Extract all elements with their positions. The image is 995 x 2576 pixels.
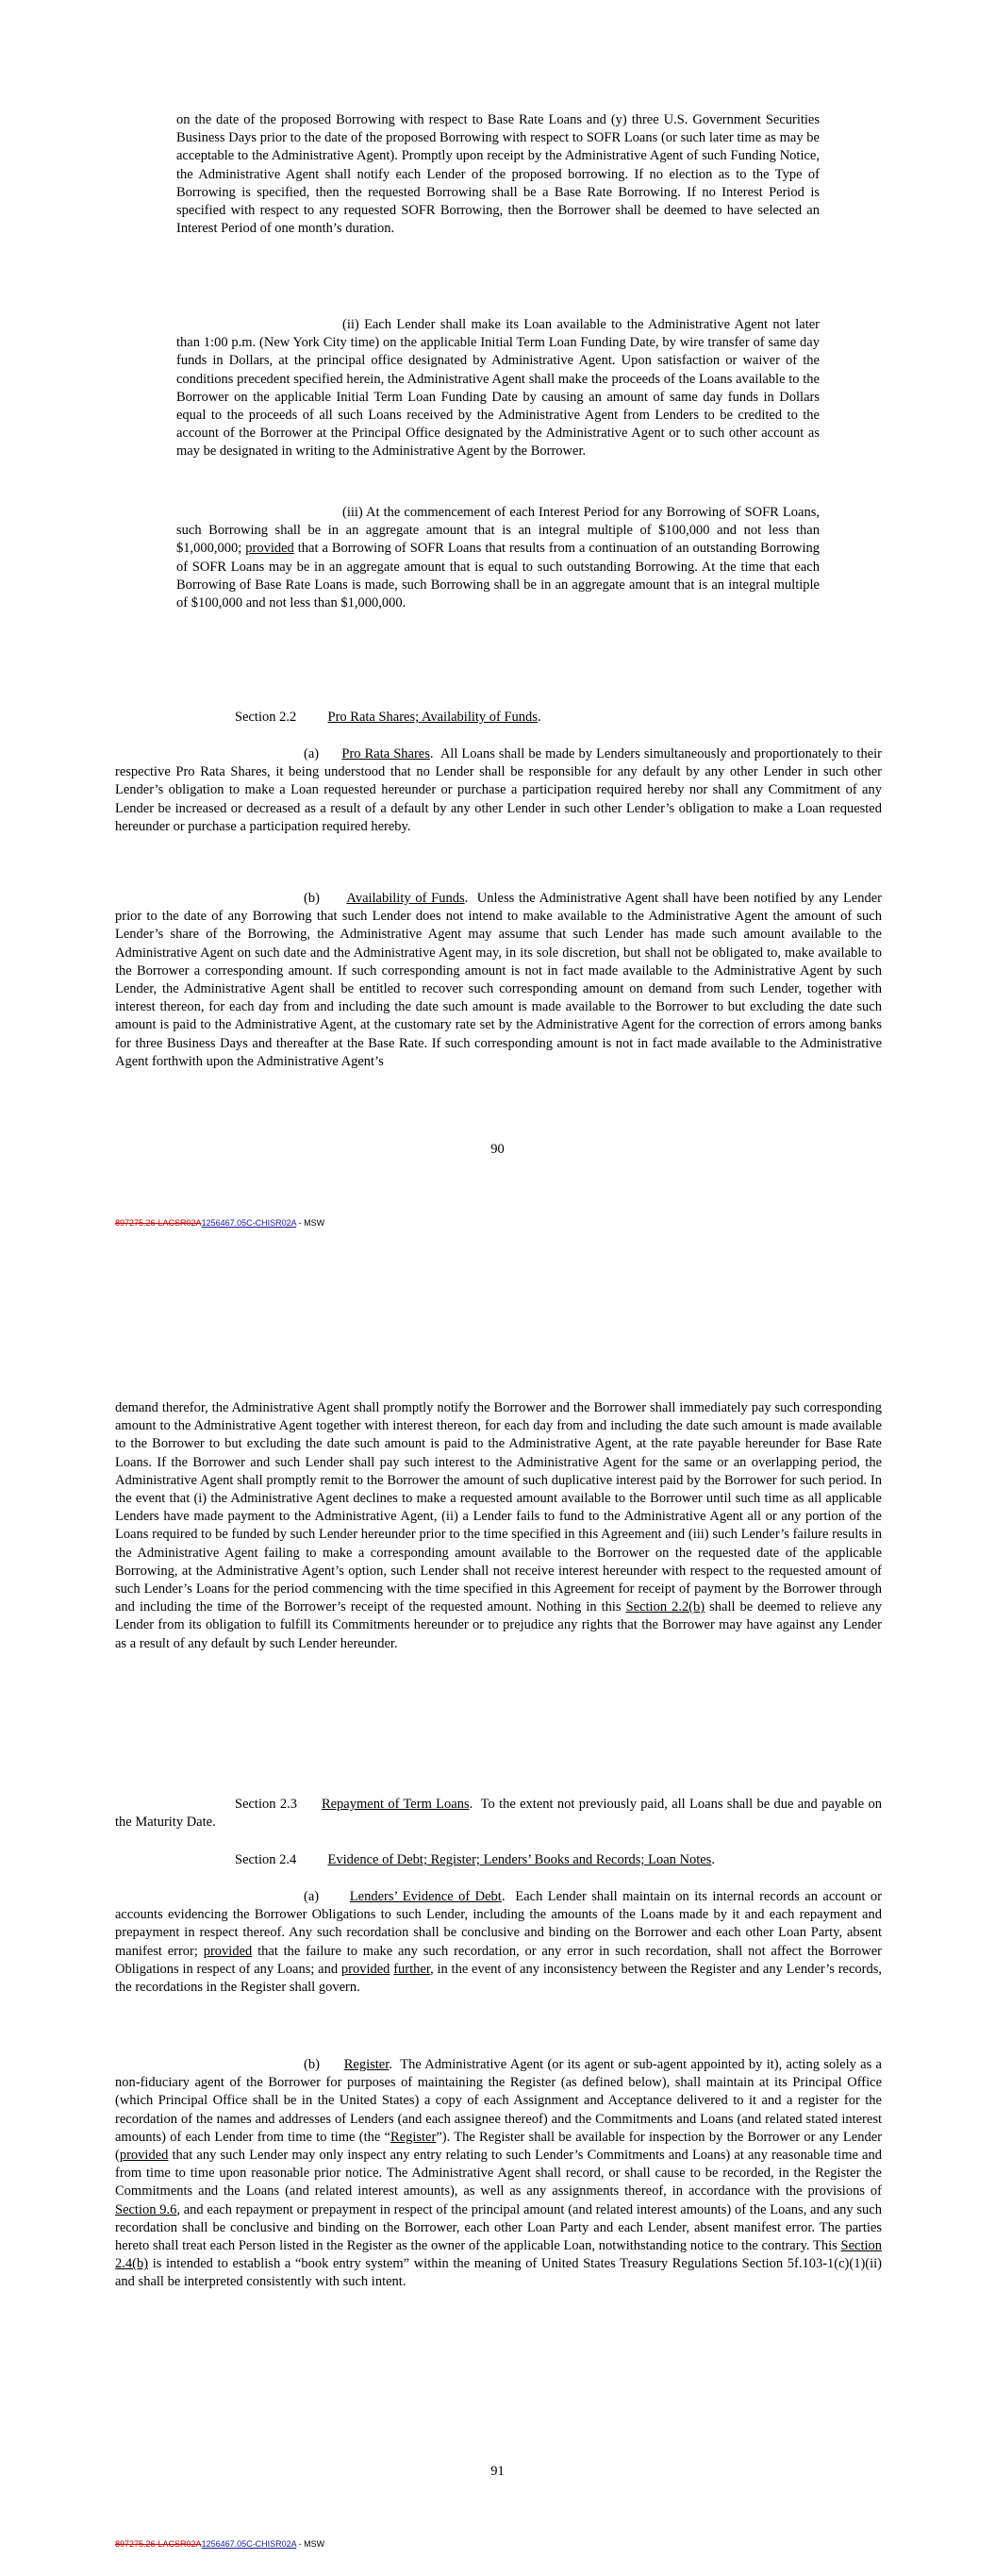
footer-doc-id — [115, 2539, 324, 2549]
text: To the extent not previously paid, all Loans shall be due and payable on the Maturity Date. — [115, 1797, 882, 1831]
text: (iii) At the commencement of each Interest Period for any Borrowing of SOFR Loans, such Borrowing shall be in an aggregate amount that is an integral multiple of $100,000 and not less than $1,000,000; — [176, 505, 820, 557]
clause-title: Register — [343, 2057, 390, 2072]
clause-title: Availability of Funds — [346, 891, 465, 906]
period: . — [711, 1852, 715, 1867]
clause-title: Pro Rata Shares — [341, 746, 430, 761]
page-number: 91 — [490, 2464, 505, 2479]
footer-suffix: - MSW — [296, 2539, 325, 2549]
footer-doc-id — [115, 1218, 324, 1228]
section-number: Section 2.2 — [235, 710, 297, 725]
footer-inserted-id: 1256467.05C-CHISR02A — [201, 1218, 297, 1228]
section-number: Section 2.3 — [235, 1797, 297, 1812]
text: that any such Lender may only inspect any entry relating to such Lender’s Commitments and Loans) at any reasonable time and from time to time upon reasonable prior notice. The Administrative Agent shall record, or shall cause to be recorded, in the Register the Commitments and the Loans (and related interest amounts), as well as any assignments thereof, in accordance with the provisions of — [115, 2148, 882, 2200]
text: shall be deemed to relieve any Lender from its obligation to fulfill its Commitments hereunder or to prejudice any rights that the Borrower may have against any Lender as a result of any default by such Lender hereunder. — [115, 1599, 883, 1651]
paragraph-2-4-b-register: (b) Register. The Administrative Agent (or its agent or sub-agent appointed by it), acting solely as a non-fiduciary agent of the Borrower for purposes of maintaining the Register (as defined below), shall maintain at its Principal Office (which Principal Office shall be in the United States) a copy of each Assignment and Acceptance delivered to it and a register for the recordation of the names and addresses of Lenders (and each assignee thereof) and the Commitments and Loans (and related stated interest amounts) of each Lender from time to time (the “Register”). The Register shall be available for inspection by the Borrower or any Lender (provided that any such Lender may only inspect any entry relating to such Lender’s Commitments and Loans) at any reasonable time and from time to time upon reasonable prior notice. The Administrative Agent shall record, or shall cause to be recorded, in the Register the Commitments and the Loans (and related interest amounts), as well as any assignments thereof, in accordance with the provisions of Section 9.6, and each repayment or prepayment in respect of the principal amount (and related interest amounts) of the Loans, and any such recordation shall be conclusive and binding on the Borrower, each other Loan Party and each Lender, absent manifest error. The parties hereto shall treat each Person listed in the Register as the owner of the applicable Loan, notwithstanding notice to the contrary. This Section 2.4(b) is intended to establish a “book entry system” within the meaning of United States Treasury Regulations Section 5f.103-1(c)(1)(ii) and shall be interpreted consistently with such intent. — [115, 2057, 883, 2290]
section-number: Section 2.4 — [235, 1852, 297, 1867]
clause-label: (b) — [304, 891, 320, 906]
section-heading-2-4 — [235, 1851, 715, 1869]
section-title: Pro Rata Shares; Availability of Funds — [327, 710, 538, 725]
footer-deleted-id: 897275.26-LACSR02A — [115, 1218, 202, 1228]
clause-label: (b) — [304, 2057, 320, 2072]
provided-term: provided — [245, 541, 294, 557]
text: The Administrative Agent (or its agent or sub-agent appointed by it), acting solely as a non-fiduciary agent of the Borrower for purposes of maintaining the Register (as defined below), shall maintain at its Principal Office (which Principal Office shall be in the United States) a copy of each Assignment and Acceptance delivered to it and a register for the recordation of the names and addresses of Lenders (and each assignee thereof) and the Commitments and Loans (and related stated interest amounts) of each Lender from time to time (the “ — [115, 2057, 882, 2145]
register-term: Register — [390, 2129, 437, 2145]
paragraph-iii-interest-period — [176, 504, 820, 612]
section-title: Repayment of Term Loans — [321, 1797, 470, 1812]
footer-inserted-id: 1256467.05C-CHISR02A — [201, 2539, 297, 2549]
text: Unless the Administrative Agent shall have been notified by any Lender prior to the date of any Borrowing that such Lender does not intend to make available to the Administrative Agent the amount of such Lender’s share of the Borrowing, the Administrative Agent may assume that such Lender has made such amount available to the Administrative Agent on such date and the Administrative Agent may, in its sole discretion, but shall not be obligated to, make available to the Borrower a corresponding amount. If such corresponding amount is not in fact made available to the Administrative Agent by such Lender, the Administrative Agent shall be entitled to recover such corresponding amount on demand from such Lender, together with interest thereon, for each day from and including the date such amount is made available to the Borrower to but excluding the date such amount is paid to the Administrative Agent, at the customary rate set by the Administrative Agent for the correction of errors among banks for three Business Days and thereafter at the Base Rate. If such corresponding amount is not in fact made available to the Administrative Agent forthwith upon the Administrative Agent’s — [115, 891, 883, 1069]
paragraph-2-2-a-pro-rata: (a) Pro Rata Shares. All Loans shall be made by Lenders simultaneously and proportionately to their respective Pro Rata Shares, it being understood that no Lender shall be responsible for any default by any other Lender in such other Lender’s obligation to make a Loan requested hereunder or purchase a participation required hereby nor shall any Commitment of any Lender be increased or decreased as a result of a default by any other Lender in such other Lender’s obligation to make a Loan requested hereunder or purchase a participation required hereby. — [115, 746, 883, 834]
clause-title: Lenders’ Evidence of Debt — [349, 1889, 502, 1904]
paragraph-2-2-b-availability: (b) Availability of Funds. Unless the Administrative Agent shall have been notified by any Lender prior to the date of any Borrowing that such Lender does not intend to make available to the Administrative Agent the amount of such Lender’s share of the Borrowing, the Administrative Agent may assume that such Lender has made such amount available to the Administrative Agent on such date and the Administrative Agent may, in its sole discretion, but shall not be obligated to, make available to the Borrower a corresponding amount. If such corresponding amount is not in fact made available to the Administrative Agent by such Lender, the Administrative Agent shall be entitled to recover such corresponding amount on demand from such Lender, together with interest thereon, for each day from and including the date such amount is made available to the Borrower to but excluding the date such amount is paid to the Administrative Agent, at the customary rate set by the Administrative Agent for the correction of errors among banks for three Business Days and thereafter at the Base Rate. If such corresponding amount is not in fact made available to the Administrative Agent forthwith upon the Administrative Agent’s — [115, 891, 883, 1069]
paragraph-ii-lender-funding: (ii) Each Lender shall make its Loan available to the Administrative Agent not later than 1:00 p.m. (New York City time) on the applicable Initial Term Loan Funding Date, by wire transfer of same day funds in Dollars, at the principal office designated by Administrative Agent. Upon satisfaction or waiver of the conditions precedent specified herein, the Administrative Agent shall make the proceeds of the Loans available to the Borrower on the applicable Initial Term Loan Funding Date by causing an amount of same day funds in Dollars equal to the proceeds of all such Loans received by the Administrative Agent from Lenders to be credited to the account of the Borrower at the Principal Office designated by the Administrative Agent or to such other account as may be designated in writing to the Administrative Agent by the Borrower. — [176, 317, 820, 460]
text: that the failure to make any such recordation, or any error in such recordation, shall not affect the Borrower Obligations in respect of any Loans; and — [115, 1943, 883, 1977]
section-2-3-repayment: Section 2.3 Repayment of Term Loans. To the extent not previously paid, all Loans shall be due and payable on the Maturity Date. — [115, 1797, 882, 1831]
text: is intended to establish a “book entry system” within the meaning of United States Treasury Regulations Section 5f.103-1(c)(1)(ii) and shall be interpreted consistently with such intent. — [115, 2256, 883, 2290]
clause-label: (a) — [304, 1889, 320, 1904]
cross-reference: Section 2.2(b) — [625, 1599, 705, 1615]
text: demand therefor, the Administrative Agent shall promptly notify the Borrower and the Borrower shall immediately pay such corresponding amount to the Administrative Agent together with interest thereon, for each day from and including the date such amount is made available to the Borrower to but excluding the date such amount is paid to the Administrative Agent, at the rate payable hereunder for Base Rate Loans. If the Borrower and such Lender shall pay such interest to the Administrative Agent for the same or an overlapping period, the Administrative Agent shall promptly remit to the Borrower the amount of such duplicative interest paid by the Borrower for such period. In the event that (i) the Administrative Agent declines to make a requested amount available to the Borrower until such time as all applicable Lenders have made payment to the Administrative Agent, (ii) a Lender fails to fund to the Administrative Agent all or any portion of the Loans required to be funded by such Lender hereunder prior to the time specified in this Agreement and (iii) such Lender’s failure results in the Administrative Agent failing to make a corresponding amount available to the Borrower on the requested date of the applicable Borrowing, at the Administrative Agent’s option, such Lender shall not receive interest hereunder with respect to the requested amount of such Lender’s Loans for the period commencing with the time specified in this Agreement for receipt of payment by the Borrower through and including the time of the Borrower’s receipt of the requested amount. Nothing in this — [115, 1400, 882, 1615]
text: All Loans shall be made by Lenders simultaneously and proportionately to their respective Pro Rata Shares, it being understood that no Lender shall be responsible for any default by any other Lender in such other Lender’s obligation to make a Loan requested hereunder or purchase a participation required hereby nor shall any Commitment of any Lender be increased or decreased as a result of a default by any other Lender in such other Lender’s obligation to make a Loan requested hereunder or purchase a participation required hereby. — [115, 746, 883, 834]
period: . — [537, 710, 541, 725]
paragraph-demand-therefor — [115, 1399, 882, 1653]
text: , in the event of any inconsistency between the Register and any Lender’s records, the recordations in the Register shall govern. — [115, 1961, 882, 1996]
page-number: 90 — [490, 1142, 505, 1157]
provided-term: provided — [119, 2148, 169, 2164]
paragraph-borrowing-notice: on the date of the proposed Borrowing with respect to Base Rate Loans and (y) three U.S. Government Securities Business Days prior to the date of the proposed Borrowing with respect to SOFR Loans (or such later time as may be acceptable to the Administrative Agent). Promptly upon receipt by the Administrative Agent of such Funding Notice, the Administrative Agent shall notify each Lender of the proposed borrowing. If no election as to the Type of Borrowing is specified, then the requested Borrowing shall be a Base Rate Borrowing. If no Interest Period is specified with respect to any requested SOFR Borrowing, then the Borrower shall be deemed to have selected an Interest Period of one month’s duration. — [176, 112, 820, 237]
provided-term: provided — [340, 1961, 390, 1977]
footer-deleted-id: 897275.26-LACSR02A — [115, 2539, 202, 2549]
footer-suffix: - MSW — [296, 1218, 325, 1228]
text: ”). The Register shall be available for inspection by the Borrower or any Lender ( — [115, 2129, 882, 2164]
page-91 — [0, 1288, 995, 2576]
text: Each Lender shall maintain on its internal records an account or accounts evidencing the Borrower Obligations to such Lender, including the amounts of the Loans made by it and each repayment and prepayment in respect thereof. Any such recordation shall be conclusive and binding on the Borrower and each other Loan Party, absent manifest error; — [115, 1889, 883, 1959]
further-term: further — [393, 1961, 431, 1977]
section-title: Evidence of Debt; Register; Lenders’ Books and Records; Loan Notes — [327, 1852, 712, 1867]
cross-reference: Section 9.6 — [115, 2201, 177, 2217]
paragraph-2-4-a-evidence: (a) Lenders’ Evidence of Debt. Each Lender shall maintain on its internal records an account or accounts evidencing the Borrower Obligations to such Lender, including the amounts of the Loans made by it and each repayment and prepayment in respect thereof. Any such recordation shall be conclusive and binding on the Borrower and each other Loan Party, absent manifest error; provided that the failure to make any such recordation, or any error in such recordation, shall not affect the Borrower Obligations in respect of any Loans; and provided further, in the event of any inconsistency between the Register and any Lender’s records, the recordations in the Register shall govern. — [115, 1889, 883, 1996]
provided-term: provided — [203, 1943, 253, 1959]
section-heading-2-2 — [235, 709, 541, 727]
clause-label: (a) — [304, 746, 320, 761]
text: , and each repayment or prepayment in respect of the principal amount (and related interest amounts) of the Loans, and any such recordation shall be conclusive and binding on the Borrower, each other Loan Party and each Lender, absent manifest error. The parties hereto shall treat each Person listed in the Register as the owner of the applicable Loan, notwithstanding notice to the contrary. This — [115, 2201, 882, 2254]
cross-reference: Section 2.4(b) — [115, 2238, 883, 2272]
text: that a Borrowing of SOFR Loans that results from a continuation of an outstanding Borrowing of SOFR Loans may be in an aggregate amount that is equal to such outstanding Borrowing. At the time that each Borrowing of Base Rate Loans is made, such Borrowing shall be in an aggregate amount that is an integral multiple of $100,000 and not less than $1,000,000. — [176, 541, 821, 611]
